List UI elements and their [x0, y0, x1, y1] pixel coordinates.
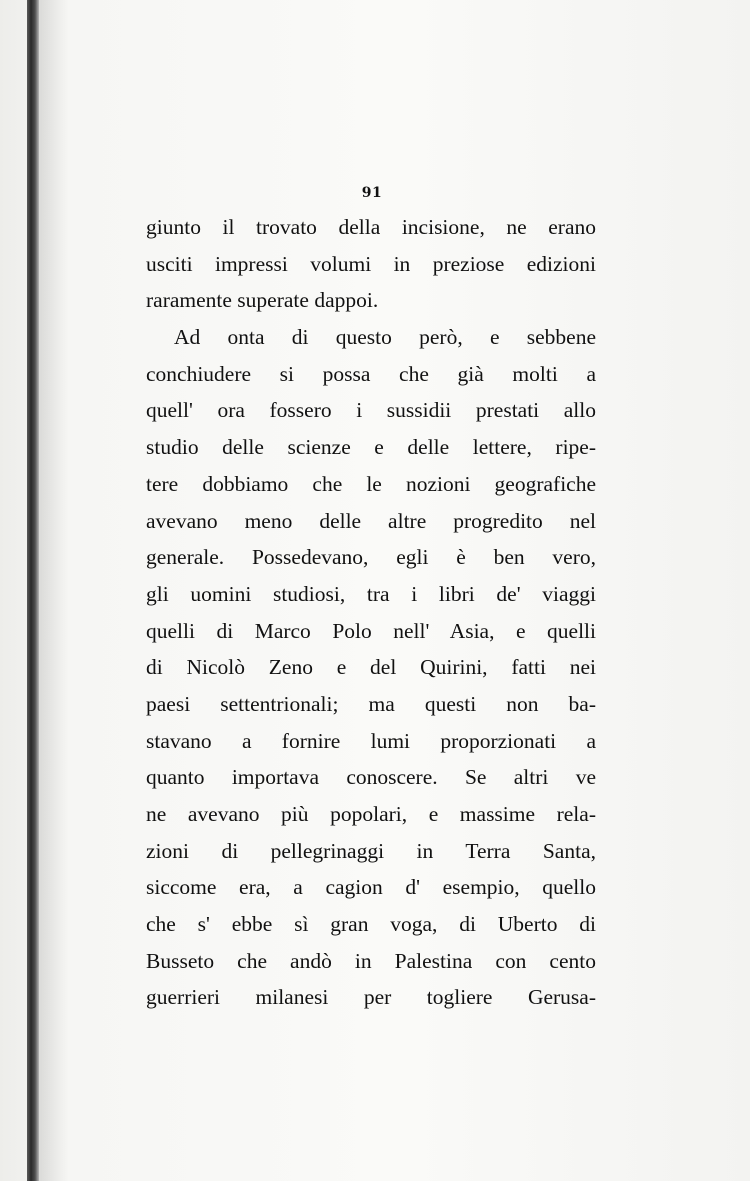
binding-shadow	[39, 0, 69, 1181]
text-line: studio delle scienze e delle lettere, ripe-	[146, 435, 596, 460]
text-line: quelli di Marco Polo nell' Asia, e quelli	[146, 618, 596, 643]
page-number: 91	[361, 185, 383, 201]
paragraph-start-line: Ad onta di questo però, e sebbene	[174, 325, 596, 350]
text-line: Busseto che andò in Palestina con cento	[146, 948, 596, 973]
body-text	[146, 209, 596, 1016]
text-line: stavano a fornire lumi proporzionati a	[146, 728, 596, 753]
text-line: quanto importava conoscere. Se altri ve	[146, 765, 596, 790]
text-line: siccome era, a cagion d' esempio, quello	[146, 875, 596, 900]
text-line: zioni di pellegrinaggi in Terra Santa,	[146, 838, 596, 863]
text-line: paesi settentrionali; ma questi non ba-	[146, 691, 596, 716]
text-line: gli uomini studiosi, tra i libri de' viaggi	[146, 581, 596, 606]
text-line: guerrieri milanesi per togliere Gerusa-	[146, 985, 596, 1010]
binding-edge	[27, 0, 39, 1181]
text-line: che s' ebbe sì gran voga, di Uberto di	[146, 912, 596, 937]
text-line: di Nicolò Zeno e del Quirini, fatti nei	[146, 655, 596, 680]
text-line: usciti impressi volumi in preziose edizioni	[146, 251, 596, 276]
text-line: raramente superate dappoi.	[146, 288, 379, 313]
text-line: avevano meno delle altre progredito nel	[146, 508, 596, 533]
text-line: generale. Possedevano, egli è ben vero,	[146, 545, 596, 570]
text-line: giunto il trovato della incisione, ne erano	[146, 215, 596, 239]
text-line: ne avevano più popolari, e massime rela-	[146, 802, 596, 826]
text-line: tere dobbiamo che le nozioni geografiche	[146, 471, 596, 496]
text-line: quell' ora fossero i sussidii prestati allo	[146, 398, 596, 423]
text-line: conchiudere si possa che già molti a	[146, 361, 596, 386]
